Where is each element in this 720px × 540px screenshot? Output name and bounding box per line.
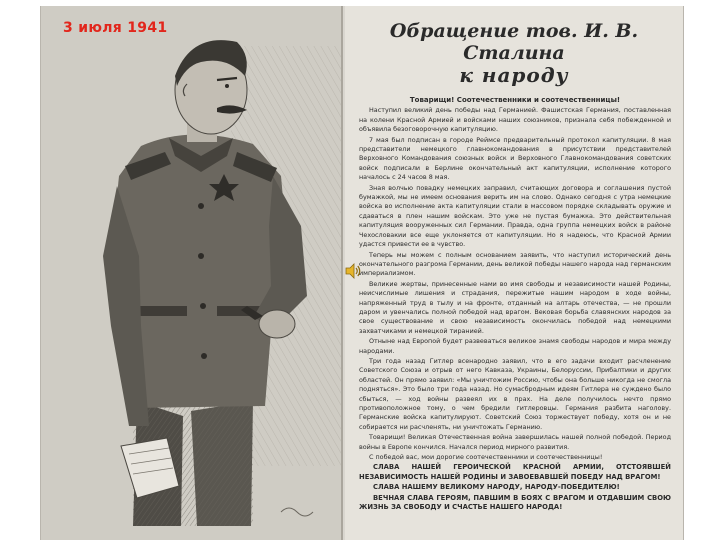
article-paragraph: Великие жертвы, принесенные нами во имя свободы и независимости нашей Родины, неисчислимые лишения и страдания, пережитые нашим народом в ходе войны, напряженный труд в тылу и на фронте, отданный на алтарь отечества, — не прошли даром и увенчались полной победой над врагом. Вековая борьба славянских народов за свое существование и свою независимость окончилась победой над немецкими захватчиками и немецкой тиранией. [359,279,671,335]
article-paragraph: Зная волчью повадку немецких заправил, считающих договора и соглашения пустой бумажкой, мы не имеем основания верить им на слово. Однако сегодня с утра немецкие войска во исполнение акта капитуляции стали в массовом порядке складывать оружие и сдаваться в плен нашим войскам. Это уже не пустая бумажка. Это действительная капитуляция вооруженных сил Германии. Правда, одна группа немецких войск в районе Чехословакии все еще уклоняется от капитуляции. Но я надеюсь, что Красной Армии удастся привести ее в чувство. [359,183,671,249]
article-paragraph: С победой вас, мои дорогие соотечественники и соотечественницы! [369,453,603,462]
article-paragraph: Товарищи! Великая Отечественная война завершилась нашей полной победой. Период войны в Европе кончился. Начался период мирного развития. [359,433,671,451]
article-title [345,20,683,86]
speaker-icon[interactable] [344,262,362,280]
article-title-line2: к народу [459,63,569,87]
article-paragraph: ВЕЧНАЯ СЛАВА ГЕРОЯМ, ПАВШИМ В БОЯХ С ВРАГОМ И ОТДАВШИМ СВОЮ ЖИЗНЬ ЗА СВОБОДУ И СЧАСТЬЕ НАШЕГО НАРОДА! [359,493,671,512]
article-paragraph: 7 мая был подписан в городе Реймсе предварительный протокол капитуляции. 8 мая представители немецкого главнокомандования в присутствии представителей Верховного Командования союзных войск и Верховного Главнокомандования советских войск подписали в Берлине окончательный акт капитуляции, исполнение которого началось с 24 часов 8 мая. [359,135,671,182]
article-panel [345,6,683,540]
speaker-icon-graphic [344,262,362,280]
newspaper-page [40,6,684,540]
article-paragraph: СЛАВА НАШЕЙ ГЕРОИЧЕСКОЙ КРАСНОЙ АРМИИ, ОТСТОЯВШЕЙ НЕЗАВИСИМОСТЬ НАШЕЙ РОДИНЫ И ЗАВОЕВАВШЕЙ ПОБЕДУ НАД ВРАГОМ! [359,463,671,481]
article-body [359,96,671,512]
article-paragraph: Отныне над Европой будет развеваться великое знамя свободы народов и мира между народами. [359,337,671,355]
portrait-illustration [41,6,343,540]
article-paragraph: Теперь мы можем с полным основанием заявить, что наступил исторический день окончательного разгрома Германии, день великой победы нашего народа над германским империализмом. [359,250,671,278]
article-paragraph: Наступил великий день победы над Германией. Фашистская Германия, поставленная на колени Красной Армией и войсками наших союзников, признала себя побежденной и объявила безоговорочную капитуляцию. [359,106,671,134]
article-title-line1: Обращение тов. И. В. Сталина [389,20,639,64]
slide-date-label: 3 июля 1941 [63,20,168,36]
article-paragraph: Три года назад Гитлер всенародно заявил, что в его задачи входит расчленение Советского Союза и отрыв от него Кавказа, Украины, Белоруссии, Прибалтики и других областей. Он прямо заявил: «Мы уничтожим Россию, чтобы она больше никогда не смогла подняться». Это было три года назад. Но сумасбродным идеям Гитлера не суждено было сбыться, — ход войны развеял их в прах. На деле получилось нечто прямо противоположное тому, о чем бредили гитлеровцы. Германия разбита наголову. Германские войска капитулируют. Советский Союз торжествует победу, хотя он и не собирается ни расчленять, ни уничтожать Германию. [359,356,671,431]
article-paragraph: СЛАВА НАШЕМУ ВЕЛИКОМУ НАРОДУ, НАРОДУ-ПОБЕДИТЕЛЮ! [373,483,620,492]
article-paragraph: Товарищи! Соотечественники и соотечественницы! [409,96,621,104]
leader-portrait-drawing [41,6,341,540]
